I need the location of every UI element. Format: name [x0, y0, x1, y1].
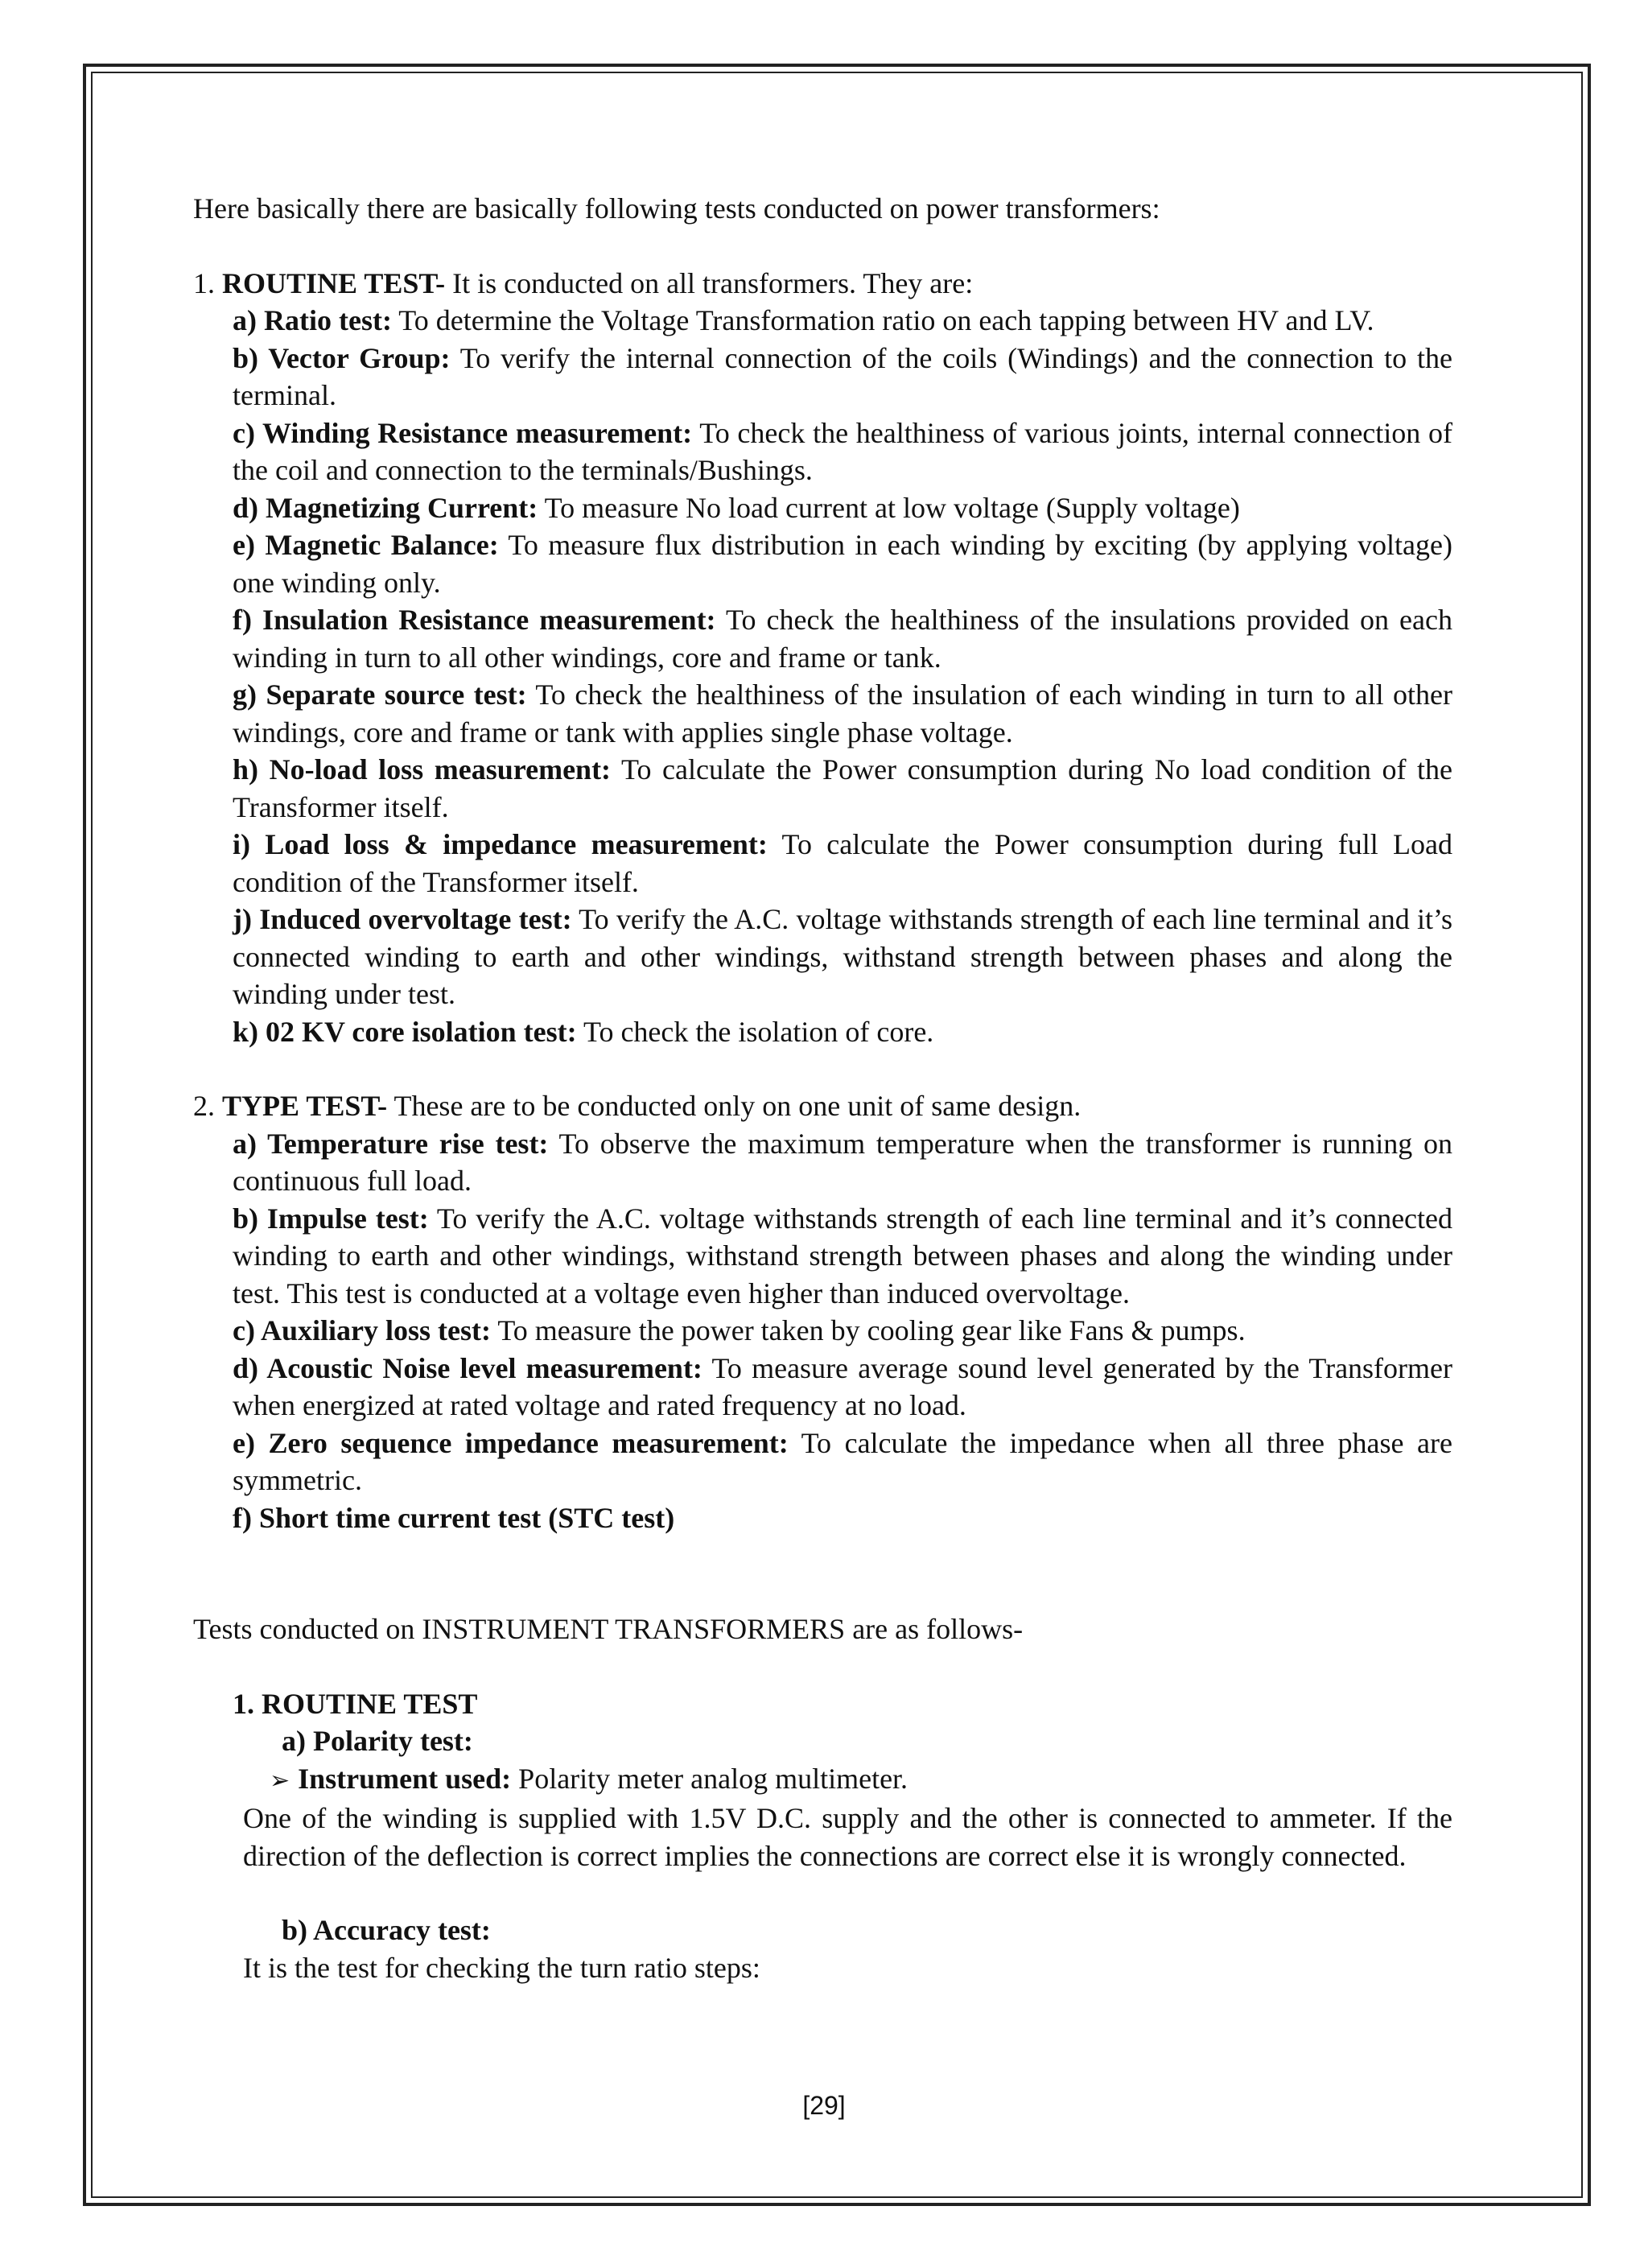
routine-test-heading [193, 265, 1452, 303]
item-text: To check the healthiness of the insulation of each winding in turn to all other windings, core and frame or tank with applies single phase voltage. [233, 678, 1452, 748]
item-label: b) Vector Group: [233, 341, 451, 374]
list-item [233, 901, 1452, 1013]
type-test-heading [193, 1087, 1452, 1125]
item-text: To measure flux distribution in each winding by exciting (by applying voltage) one winding only. [233, 529, 1452, 599]
item-text: To measure average sound level generated by the Transformer when energized at rated voltage and rated frequency at no load. [233, 1351, 1453, 1421]
item-text: To verify the A.C. voltage withstands strength of each line terminal and it’s connected winding to earth and other windings, withstand strength between phases and along the winding under test. This test is conducted at a voltage even higher than induced overvoltage. [233, 1202, 1452, 1309]
item-text: To observe the maximum temperature when the transformer is running on continuous full load. [233, 1127, 1452, 1197]
accuracy-paragraph: It is the test for checking the turn ratio steps: [243, 1951, 760, 1984]
instrument-used-label: Instrument used: [298, 1762, 512, 1795]
item-text: To check the healthiness of the insulations provided on each winding in turn to all other windings, core and frame or tank. [233, 604, 1452, 674]
list-item [233, 1312, 1452, 1350]
item-label: g) Separate source test: [233, 678, 527, 711]
routine-test-list [193, 302, 1452, 1050]
list-item [233, 1200, 1452, 1313]
item-label: k) 02 KV core isolation test: [233, 1015, 577, 1048]
list-item [233, 302, 1452, 340]
item-label: c) Auxiliary loss test: [233, 1314, 491, 1346]
instrument-routine-heading: 1. ROUTINE TEST [233, 1687, 478, 1720]
item-text: To determine the Voltage Transformation ratio on each tapping between HV and LV. [391, 304, 1374, 336]
intro-text: Here basically there are basically following tests conducted on power transformers: [193, 192, 1160, 225]
list-item [233, 414, 1452, 489]
polarity-test-heading: a) Polarity test: [282, 1725, 473, 1757]
list-item [233, 340, 1452, 414]
item-text: To calculate the Power consumption during full Load condition of the Transformer itself. [233, 828, 1452, 898]
item-text: To verify the internal connection of the coils (Windings) and the connection to the terminal. [233, 341, 1453, 411]
item-text: To measure the power taken by cooling gear like Fans & pumps. [490, 1314, 1246, 1346]
type-desc: These are to be conducted only on one unit of same design. [387, 1090, 1082, 1122]
routine-desc: It is conducted on all transformers. They are: [445, 266, 974, 299]
page-number: [29] [802, 2091, 846, 2120]
item-label: b) Impulse test: [233, 1202, 429, 1235]
item-label: f) Insulation Resistance measurement: [233, 604, 716, 636]
item-text: To calculate the impedance when all three phase are symmetric. [233, 1426, 1452, 1496]
item-label: h) No-load loss measurement: [233, 753, 612, 786]
item-label: a) Temperature rise test: [233, 1127, 549, 1160]
item-label: a) Ratio test: [233, 304, 392, 336]
accuracy-test-heading: b) Accuracy test: [282, 1914, 491, 1946]
list-item [233, 601, 1452, 676]
list-item [233, 1125, 1452, 1200]
list-item [233, 526, 1452, 601]
list-item [233, 489, 1452, 527]
routine-title: ROUTINE TEST- [222, 266, 446, 299]
item-label: e) Zero sequence impedance measurement: [233, 1426, 789, 1459]
arrow-bullet-icon: ➢ [270, 1766, 290, 1795]
item-text: To check the healthiness of various joints, internal connection of the coil and connection to the terminals/Bushings. [233, 416, 1452, 486]
item-text: To check the isolation of core. [576, 1015, 934, 1048]
polarity-paragraph: One of the winding is supplied with 1.5V D.C. supply and the other is connected to ammeter. If the direction of the deflection is correct implies the connections are correct else it is wrongly connected. [243, 1802, 1452, 1872]
type-title: TYPE TEST- [222, 1090, 388, 1122]
item-label: e) Magnetic Balance: [233, 529, 499, 561]
instrument-intro: Tests conducted on INSTRUMENT TRANSFORMERS are as follows- [193, 1613, 1024, 1645]
item-text: To verify the A.C. voltage withstands strength of each line terminal and it’s connected winding to earth and other windings, withstand strength between phases and along the winding under test. [233, 903, 1452, 1010]
list-item [233, 1499, 1452, 1537]
item-label: c) Winding Resistance measurement: [233, 416, 693, 449]
list-item [233, 826, 1452, 901]
item-label: d) Acoustic Noise level measurement: [233, 1351, 702, 1384]
list-item [233, 751, 1452, 826]
list-item [233, 1425, 1452, 1499]
type-number: 2. [193, 1090, 215, 1122]
list-item [233, 676, 1452, 751]
item-text: To measure No load current at low voltage (Supply voltage) [538, 491, 1240, 524]
instrument-used-text: Polarity meter analog multimeter. [511, 1762, 908, 1795]
list-item [233, 1013, 1452, 1051]
item-label: d) Magnetizing Current: [233, 491, 538, 524]
routine-number: 1. [193, 266, 215, 299]
item-label: i) Load loss & impedance measurement: [233, 828, 768, 860]
type-test-list [193, 1125, 1452, 1537]
item-text: To calculate the Power consumption during No load condition of the Transformer itself. [233, 753, 1453, 823]
page-content [193, 190, 1452, 1986]
list-item [233, 1350, 1452, 1425]
item-label: f) Short time current test (STC test) [233, 1501, 675, 1534]
item-label: j) Induced overvoltage test: [233, 903, 572, 935]
instrument-used-line [270, 1760, 1452, 1800]
